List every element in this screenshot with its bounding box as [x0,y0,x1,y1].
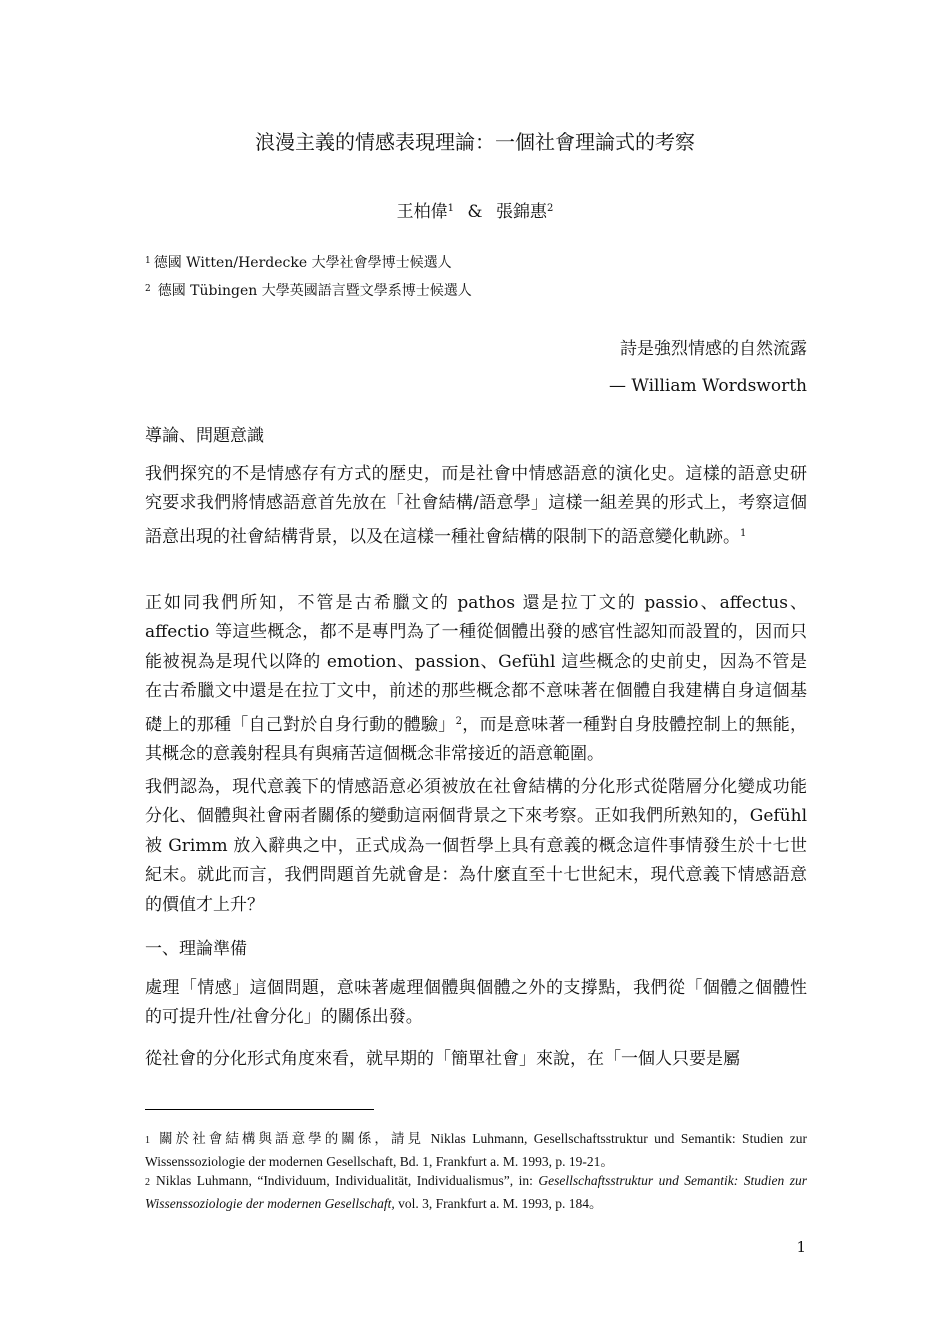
author-line [0,197,950,222]
affiliation-1 [145,252,452,272]
paragraph-text-continued: ，而是意味著一種對自身肢體控制上的無能，其概念的意義射程具有與痛苦這個概念非常接近的語意範圍。 [145,714,808,765]
paragraph-theory-1: 處理「情感」這個問題，意味著處理個體與個體之外的支撐點，我們從「個體之個體性的可提升性/社會分化」的關係出發。 [145,978,807,1028]
affiliation-1-mark: 1 [145,256,151,266]
paragraph-intro-3: 我們認為，現代意義下的情感語意必須被放在社會結構的分化形式從階層分化變成功能分化、個體與社會兩者關係的變動這兩個背景之下來考察。正如我們所熟知的，Gefühl 被 Grimm 放入辭典之中，正式成為一個哲學上具有意義的概念這件事情發生於十七世紀末。就此而言，我們問題首先就會是：為什麼直至十七世紀末，現代意義下情感語意的價值才上升？ [145,777,807,915]
section-heading-introduction: 導論、問題意識 [145,426,264,446]
footnote-2-text-end: vol. 3, Frankfurt a. M. 1993, p. 184。 [394,1195,603,1211]
footnote-ref-1[interactable]: 1 [740,527,747,539]
paragraph-text: 我們探究的不是情感存有方式的歷史，而是社會中情感語意的演化史。這樣的語意史研究要求我們將情感語意首先放在「社會結構/語意學」這樣一組差異的形式上，考察這個語意出現的社會結構背景，以及在這樣一種社會結構的限制下的語意變化軌跡。 [145,464,807,547]
footnote-1-mark: 1 [145,1135,150,1146]
footnote-divider [145,1109,374,1110]
footnote-2-text: Niklas Luhmann, “Individuum, Individualität, Individualismus”, in: [156,1173,539,1188]
author-1-mark: 1 [447,203,455,214]
footnote-1 [145,1129,807,1172]
epigraph-attribution: — William Wordsworth [609,376,807,396]
author-1: 王柏偉 [396,202,448,222]
paragraph-theory-2: 從社會的分化形式角度來看，就早期的「簡單社會」來說，在「一個人只要是屬 [145,1049,740,1069]
paper-title: 浪漫主義的情感表現理論：一個社會理論式的考察 [255,130,695,154]
affiliation-2-text: 德國 Tübingen 大學英國語言暨文學系博士候選人 [157,283,472,299]
footnote-2-mark: 2 [145,1177,150,1188]
author-2-mark: 2 [546,203,554,214]
affiliation-2 [145,280,472,300]
paragraph-intro-1 [145,460,807,552]
epigraph-quote: 詩是強烈情感的自然流露 [620,339,807,359]
footnote-1-text: 關於社會結構與語意學的關係，請見 Niklas Luhmann, Gesellschaftsstruktur und Semantik: Studien zur Wissenssoziologie der modernen Gesellschaft, Bd. 1, Frankfurt a. M. 1993, p. 19-21。 [145,1131,807,1169]
author-2: 張錦惠 [495,202,547,222]
footnote-ref-2[interactable]: 2 [455,715,462,727]
affiliation-1-text: 德國 Witten/Herdecke 大學社會學博士候選人 [153,255,452,271]
author-separator: & [467,202,483,222]
paragraph-intro-2 [145,589,807,769]
paragraph-text: 正如同我們所知，不管是古希臘文的 pathos 還是拉丁文的 passio、affectus、affectio 等這些概念，都不是專門為了一種從個體出發的感官性認知而設置的，因而只能被視為是現代以降的 emotion、passion、Gefühl 這些概念的史前史，因為不管是在古希臘文中還是在拉丁文中，前述的那些概念都不意味著在個體自我建構自身這個基礎上的那種「自己對於自身行動的體驗」 [145,593,807,735]
page-number: 1 [796,1238,806,1256]
footnote-2-title: Gesellschaftsstruktur und Semantik: Studien zur Wissenssoziologie der modernen Gesellschaft, [145,1173,807,1211]
affiliation-2-mark: 2 [145,284,151,294]
footnote-2 [145,1171,807,1214]
section-heading-theory: 一、理論準備 [145,939,247,959]
